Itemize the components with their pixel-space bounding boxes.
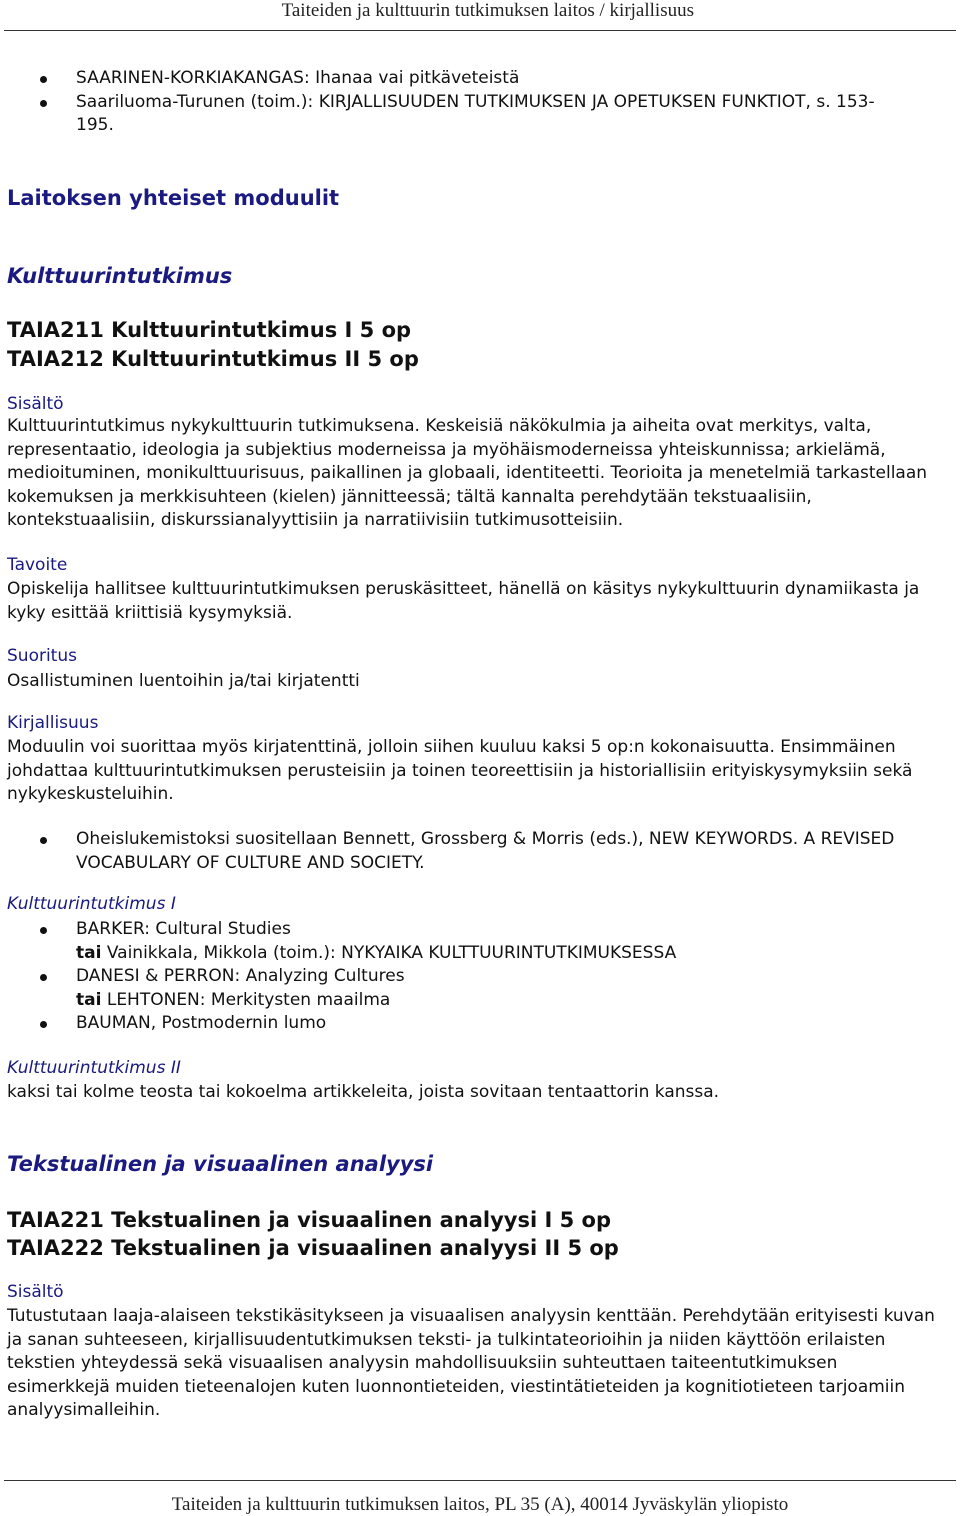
bullet-icon: [40, 837, 47, 844]
list-item: DANESI & PERRON: Analyzing Cultures tai LEHTONEN: Merkitysten maailma: [0, 965, 930, 1012]
list-item: Oheislukemistoksi suositellaan Bennett, Grossberg & Morris (eds.), NEW KEYWORDS. A REVISED VOCABULARY OF CULTURE AND SOCIETY.: [0, 828, 930, 875]
list-item: Saariluoma-Turunen (toim.): KIRJALLISUUDEN TUTKIMUKSEN JA OPETUKSEN FUNKTIOT, s. 153-195.: [0, 91, 930, 138]
content-label: Sisältö: [7, 394, 64, 414]
page-footer: Taiteiden ja kulttuurin tutkimuksen laitos, PL 35 (A), 40014 Jyväskylän yliopisto: [171, 1494, 789, 1515]
content-label-2: Sisältö: [7, 1282, 64, 1302]
course-title-taia212: TAIA212 Kulttuurintutkimus II 5 op: [7, 347, 419, 371]
footer-divider: [4, 1480, 956, 1481]
list-item: BARKER: Cultural Studies tai Vainikkala, Mikkola (toim.): NYKYAIKA KULTTUURINTUTKIMUKSESSA: [0, 918, 930, 965]
module-title-kulttuurintutkimus: Kulttuurintutkimus: [7, 264, 233, 288]
course-title-taia221: TAIA221 Tekstualinen ja visuaalinen analyysi I 5 op: [7, 1208, 612, 1232]
recommended-list: [0, 828, 930, 875]
goal-paragraph: Opiskelija hallitsee kulttuurintutkimuksen peruskäsitteet, hänellä on käsitys nykykulttuurin dynamiikasta ja kyky esittää kriittisiä kysymyksiä.: [7, 579, 920, 623]
bullet-icon: [40, 100, 47, 107]
part1-book-list: [0, 918, 930, 1036]
course-title-taia211: TAIA211 Kulttuurintutkimus I 5 op: [7, 318, 412, 342]
bullet-icon: [40, 974, 47, 981]
content-paragraph: Kulttuurintutkimus nykykulttuurin tutkimuksena. Keskeisiä näkökulmia ja aiheita ovat merkitys, valta, representaatio, ideologia ja subjektius moderneissa ja myöhäismoderneissa yhteiskunnissa; arkielämä, medioituminen, monikulttuurisuus, paikallinen ja globaali, identiteetti. Teorioita ja menetelmiä tarkastellaan kokemuksen ja merkkisuhteen (kielen) jännitteessä; tältä kannalta perehdytään tekstuaalisiin, kontekstuaalisiin, diskurssianalyyttisiin ja narratiivisiin tutkimusotteisiin.: [7, 416, 928, 530]
literature-paragraph: Moduulin voi suorittaa myös kirjatenttinä, jolloin siihen kuuluu kaksi 5 op:n kokonaisuutta. Ensimmäinen johdattaa kulttuurintutkimuksen perusteisiin ja toinen teoreettisiin ja historiallisiin erityiskysymyksiin sekä nykykeskusteluihin.: [7, 737, 913, 804]
bullet-icon: [40, 927, 47, 934]
completion-paragraph: Osallistuminen luentoihin ja/tai kirjatentti: [7, 671, 360, 691]
section-title: Laitoksen yhteiset moduulit: [7, 186, 340, 210]
module-title-tekstualinen: Tekstualinen ja visuaalinen analyysi: [7, 1152, 434, 1176]
top-book-list: [0, 67, 930, 138]
list-item: SAARINEN-KORKIAKANGAS: Ihanaa vai pitkäveteistä: [0, 67, 930, 91]
bullet-icon: [40, 76, 47, 83]
course-title-taia222: TAIA222 Tekstualinen ja visuaalinen analyysi II 5 op: [7, 1236, 619, 1260]
completion-label: Suoritus: [7, 646, 77, 666]
part2-paragraph: kaksi tai kolme teosta tai kokoelma artikkeleita, joista sovitaan tentaattorin kanssa.: [7, 1082, 720, 1102]
content-paragraph-2: Tutustutaan laaja-alaiseen tekstikäsitykseen ja visuaalisen analyysin kenttään. Perehdytään erityisesti kuvan ja sanan suhteeseen, kirjallisuudentutkimuksen teksti- ja tulkintateorioihin ja niiden käyttöön erilaisten tekstien yhteydessä sekä visuaalisen analyysin mahdollisuuksiin suhteuttaen taiteentutkimuksen esimerkkejä muiden tieteenalojen kuten luonnontieteiden, viestintätieteiden ja kognitiotieteen tarjoamiin analyysimalleihin.: [7, 1306, 935, 1420]
list-item: BAUMAN, Postmodernin lumo: [0, 1012, 930, 1036]
literature-label: Kirjallisuus: [7, 713, 99, 733]
bullet-icon: [40, 1021, 47, 1028]
header-divider: [4, 30, 956, 31]
part2-label: Kulttuurintutkimus II: [7, 1058, 181, 1078]
running-header: Taiteiden ja kulttuurin tutkimuksen laitos / kirjallisuus: [281, 0, 694, 21]
part1-label: Kulttuurintutkimus I: [7, 894, 176, 914]
goal-label: Tavoite: [7, 555, 68, 575]
